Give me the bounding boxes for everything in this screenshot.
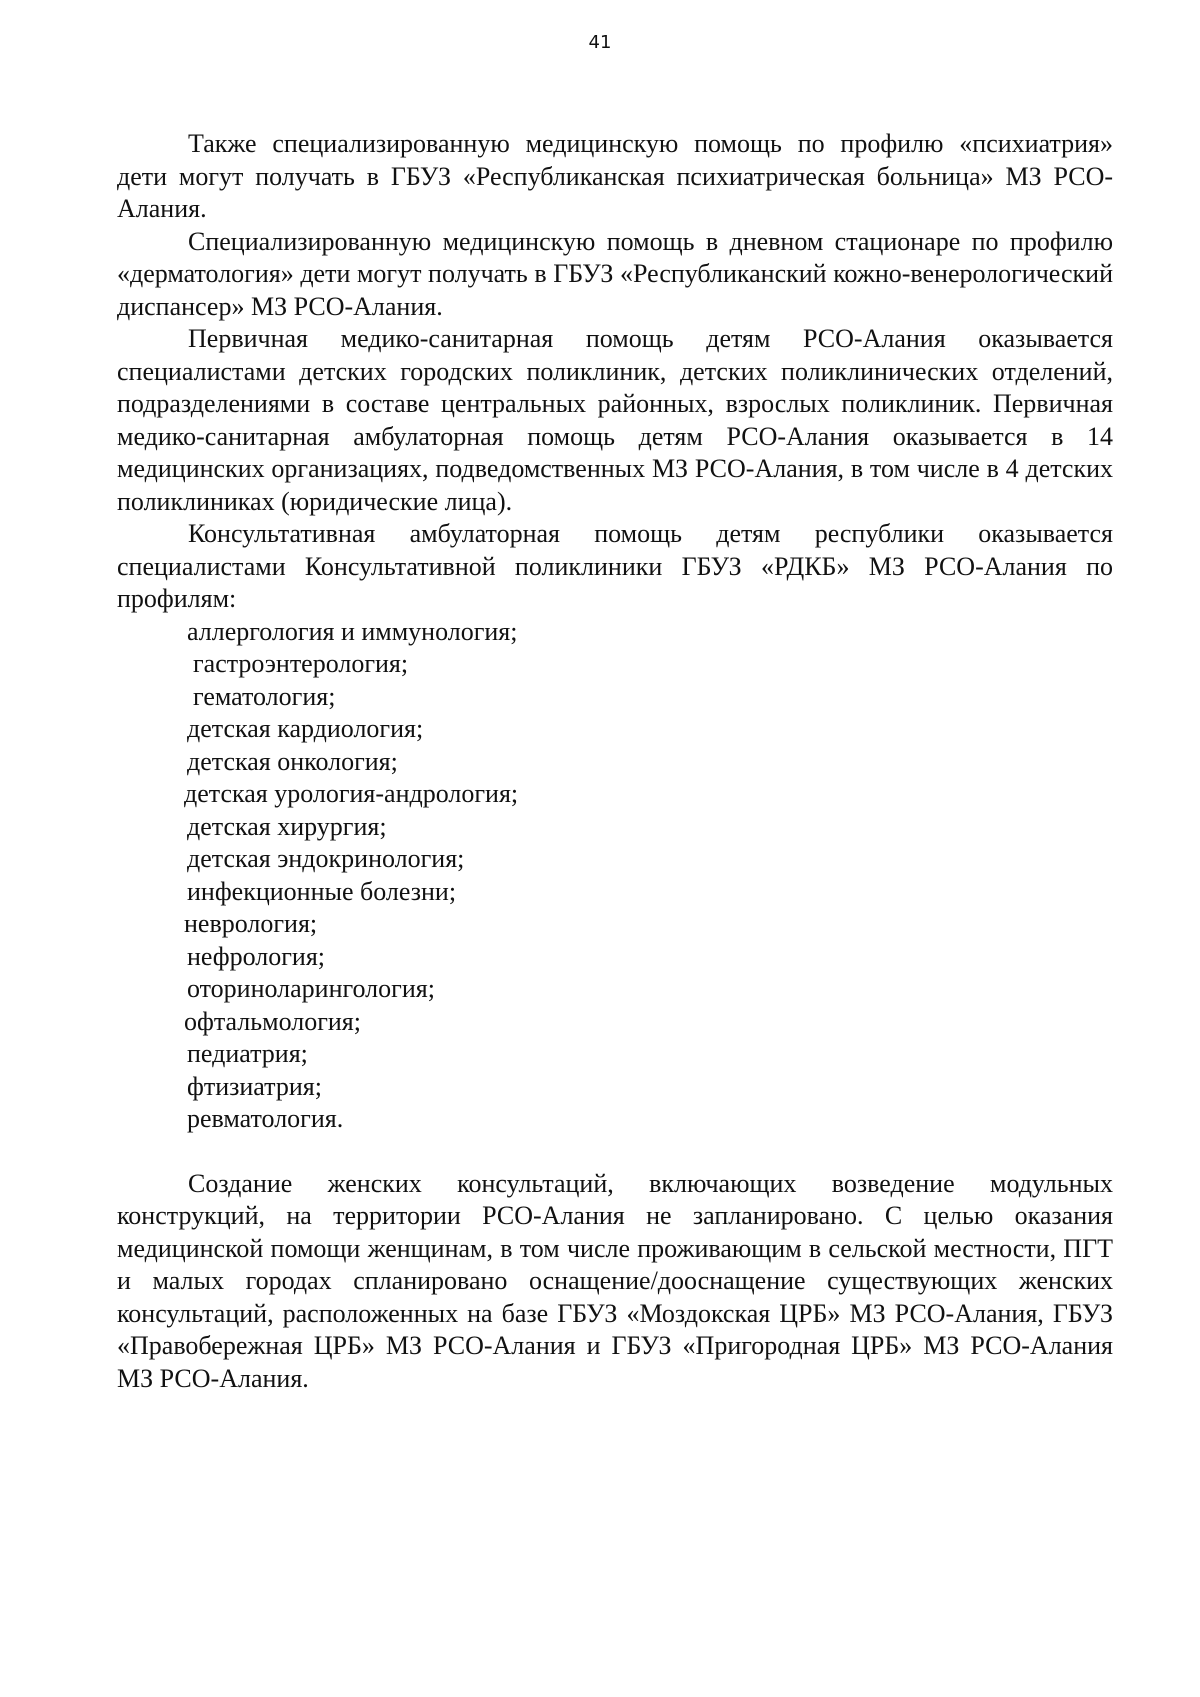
list-item: оториноларингология; xyxy=(187,974,435,1003)
list-item: ревматология. xyxy=(187,1104,344,1133)
list-item: неврология; xyxy=(184,909,318,938)
list-item: детская эндокринология; xyxy=(187,844,465,873)
section-spacer xyxy=(117,1136,1113,1168)
list-item: аллергология и иммунология; xyxy=(187,616,518,646)
list-item: педиатрия; xyxy=(187,1039,308,1068)
page-number: 41 xyxy=(588,32,612,53)
document-body xyxy=(117,128,1113,1395)
list-item: инфекционные болезни; xyxy=(187,876,457,906)
paragraph-womens-consultations: Создание женских консультаций, включающих возведение модульных конструкций, на территории РСО-Алания не запланировано. С целью оказания медицинской помощи женщинам, в том числе проживающим в сельской местности, ПГТ и малых городах спланировано оснащение/дооснащение существующих женских консультаций, расположенных на базе ГБУЗ «Моздокская ЦРБ» МЗ РСО-Алания, ГБУЗ «Правобережная ЦРБ» МЗ РСО-Алания и ГБУЗ «Пригородная ЦРБ» МЗ РСО-Алания МЗ РСО-Алания. xyxy=(117,1168,1113,1393)
paragraph-dermatology: Специализированную медицинскую помощь в дневном стационаре по профилю «дерматология» дети могут получать в ГБУЗ «Республиканский кожно-венерологический диспансер» МЗ РСО-Алания. xyxy=(117,226,1113,321)
list-item: офтальмология; xyxy=(184,1006,361,1036)
list-item: детская кардиология; xyxy=(187,714,424,743)
list-item: нефрология; xyxy=(187,941,326,971)
paragraph-primary-care: Первичная медико-санитарная помощь детям РСО-Алания оказывается специалистами детских городских поликлиник, детских поликлинических отделений, подразделениями в составе центральных районных, взрослых поликлиник. Первичная медико-санитарная амбулаторная помощь детям РСО-Алания оказывается в 14 медицинских организациях, подведомственных МЗ РСО-Алания, в том числе в 4 детских поликлиниках (юридические лица). xyxy=(117,324,1113,516)
list-item: детская хирургия; xyxy=(187,811,387,841)
list-item: детская урология-андрология; xyxy=(184,779,519,808)
list-item: детская онкология; xyxy=(187,746,398,776)
paragraph-psychiatry: Также специализированную медицинскую помощь по профилю «психиатрия» дети могут получать в ГБУЗ «Республиканская психиатрическая больница» МЗ РСО-Алания. xyxy=(117,129,1113,223)
list-item: гематология; xyxy=(193,681,336,711)
list-item: фтизиатрия; xyxy=(187,1071,322,1101)
paragraph-consultative-care: Консультативная амбулаторная помощь детям республики оказывается специалистами Консультативной поликлиники ГБУЗ «РДКБ» МЗ РСО-Алания по профилям: xyxy=(117,519,1113,613)
list-item: гастроэнтерология; xyxy=(193,649,409,678)
profiles-list xyxy=(117,616,1113,1136)
